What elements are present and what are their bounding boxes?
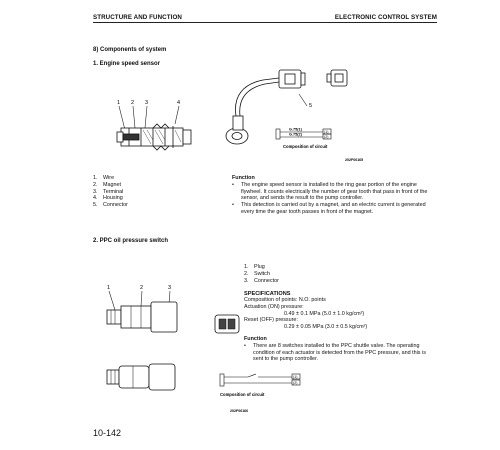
part2-parts-list bbox=[244, 264, 364, 284]
circuit-pin-2: (2) bbox=[324, 135, 329, 139]
circuit-caption-1: Composition of circuit bbox=[283, 144, 328, 149]
part1-part-4: 4. Housing bbox=[93, 195, 123, 202]
header-left: STRUCTURE AND FUNCTION bbox=[93, 14, 182, 21]
callout-1: 1 bbox=[117, 100, 121, 106]
part2-title: 2. PPC oil pressure switch bbox=[93, 238, 169, 244]
part1-function-item-1: • The engine speed sensor is installed to the ring gear portion of the engine flywheel. It counts electrically the number of gear tooth that pass in front of the sensor, and sends the result to the pump controller. bbox=[232, 181, 428, 202]
spec-line-2: Actuation (ON) pressure: bbox=[244, 303, 304, 310]
spec-line-3: 0.49 ± 0.1 MPa (5.0 ± 1.0 kg/cm²) bbox=[284, 310, 365, 317]
circuit-caption-2: Composition of circuit bbox=[220, 392, 265, 397]
section-title: 8) Components of system bbox=[93, 47, 167, 53]
part2-part-3: 3. Connector bbox=[244, 277, 279, 284]
ppc-switch-figure bbox=[93, 280, 223, 410]
ppc-circuit-pin-2: (2) bbox=[293, 381, 298, 385]
part1-part-3: 3. Terminal bbox=[93, 188, 124, 195]
part2-function-item-1: • There are 8 switches installed to the PPC shuttle valve. The operating condition of each actuator is detected from the PPC pressure, and this is sent to the pump controller. bbox=[244, 342, 426, 363]
callout-4: 4 bbox=[177, 100, 181, 106]
callout-3: 3 bbox=[145, 100, 149, 106]
part2-function bbox=[244, 336, 434, 363]
page-number: 10-142 bbox=[93, 428, 122, 438]
circuit-label-g75-2: G.75(2) bbox=[289, 132, 302, 137]
ppc-circuit-pin-1: (1) bbox=[293, 375, 298, 379]
ppc-circuit-figure bbox=[218, 368, 318, 414]
ppc-callout-1: 1 bbox=[107, 285, 111, 291]
spec-line-5: 0.29 ± 0.05 MPa (3.0 ± 0.5 kg/cm²) bbox=[284, 324, 368, 331]
ppc-callout-2: 2 bbox=[140, 285, 144, 291]
spec-line-4: Reset (OFF) pressure: bbox=[244, 317, 298, 324]
callout-5: 5 bbox=[309, 103, 313, 109]
circuit-label-g75-1: G.75(1) bbox=[289, 127, 302, 132]
part2-part-1: 1. Plug bbox=[244, 264, 265, 270]
spec-title: SPECIFICATIONS bbox=[244, 291, 291, 297]
part2-part-2: 2. Switch bbox=[244, 270, 270, 277]
part1-function bbox=[232, 175, 432, 216]
part1-part-2: 2. Magnet bbox=[93, 181, 121, 188]
ppc-connector-face bbox=[214, 314, 240, 334]
part1-function-title: Function bbox=[232, 175, 255, 181]
part1-part-1: 1. Wire bbox=[93, 175, 115, 181]
part2-function-title: Function bbox=[244, 336, 267, 342]
part2-specifications bbox=[244, 291, 436, 331]
callout-2: 2 bbox=[131, 100, 135, 106]
engine-speed-sensor-figure bbox=[93, 66, 437, 168]
figure-code-1: 202F06165 bbox=[345, 158, 364, 162]
spec-line-1: Composition of points: N.O. points bbox=[244, 297, 326, 303]
part1-title: 1. Engine speed sensor bbox=[93, 61, 161, 67]
part1-function-item-2: • This detection is carried out by a magnet, and an electric current is generated every time the gear tooth passes in front of the magnet. bbox=[232, 202, 426, 215]
ppc-callout-3: 3 bbox=[168, 285, 172, 291]
part1-part-5: 5. Connector bbox=[93, 202, 128, 209]
part1-parts-list bbox=[93, 175, 213, 209]
header-rule bbox=[93, 22, 437, 23]
figure-code-2: 202F06166 bbox=[230, 409, 249, 413]
header-right: ELECTRONIC CONTROL SYSTEM bbox=[334, 14, 437, 21]
circuit-pin-1: (1) bbox=[324, 130, 329, 134]
